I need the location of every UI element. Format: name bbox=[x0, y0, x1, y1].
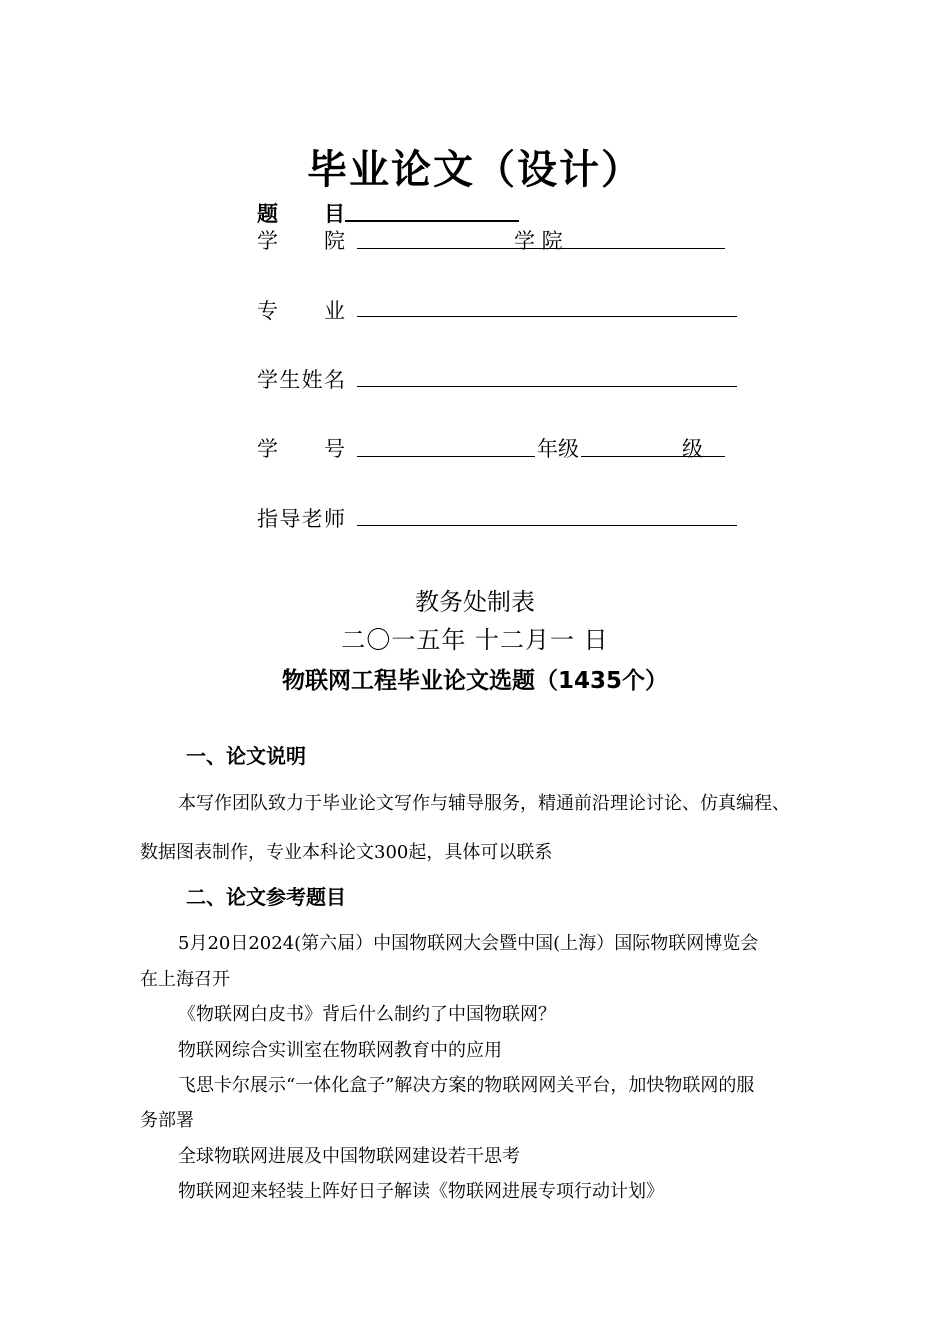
issuer-text: 教务处制表 bbox=[415, 588, 535, 616]
id-label: 学 号 bbox=[257, 437, 345, 461]
topic-item: 物联网综合实训室在物联网教育中的应用 bbox=[178, 1040, 502, 1061]
topic-item: 5月20日2024(第六届）中国物联网大会暨中国(上海）国际物联网博览会 bbox=[178, 933, 759, 954]
topic-item: 物联网迎来轻装上阵好日子解读《物联网进展专项行动计划》 bbox=[178, 1181, 664, 1202]
document-title: 物联网工程毕业论文选题（1435个） bbox=[281, 668, 668, 694]
date-text: 二〇一五年 十二月一 日 bbox=[341, 626, 609, 654]
id-underline bbox=[357, 456, 535, 457]
advisor-label: 指导老师 bbox=[257, 507, 345, 531]
topic-item: 务部署 bbox=[140, 1110, 194, 1131]
major-label: 专 业 bbox=[257, 299, 345, 323]
section-1-line-1: 本写作团队致力于毕业论文写作与辅导服务，精通前沿理论讨论、仿真编程、 bbox=[178, 793, 790, 814]
topic-underline bbox=[345, 220, 519, 222]
college-value: 学 院 bbox=[514, 229, 563, 253]
grade-suffix: 级 bbox=[682, 437, 703, 461]
topic-item: 《物联网白皮书》背后什么制约了中国物联网？ bbox=[178, 1004, 556, 1025]
grade-label: 年级 bbox=[537, 437, 579, 461]
college-row bbox=[257, 225, 345, 255]
major-underline bbox=[357, 316, 737, 317]
topic-item: 飞思卡尔展示“一体化盒子”解决方案的物联网网关平台，加快物联网的服 bbox=[178, 1075, 755, 1096]
id-row bbox=[257, 433, 345, 463]
section-heading-2: 二、论文参考题目 bbox=[186, 885, 346, 909]
grade-underline bbox=[581, 456, 725, 457]
major-row bbox=[257, 295, 345, 325]
advisor-underline bbox=[357, 525, 737, 526]
topic-label: 题 目 bbox=[257, 201, 345, 226]
topic-item: 全球物联网进展及中国物联网建设若干思考 bbox=[178, 1146, 520, 1167]
advisor-row bbox=[257, 503, 345, 533]
student-row bbox=[257, 364, 345, 394]
student-underline bbox=[357, 386, 737, 387]
topic-row bbox=[257, 198, 345, 228]
section-heading-1: 一、论文说明 bbox=[186, 744, 306, 768]
section-1-line-2: 数据图表制作，专业本科论文300起，具体可以联系 bbox=[140, 842, 553, 863]
college-label: 学 院 bbox=[257, 229, 345, 253]
college-underline bbox=[357, 248, 725, 249]
cover-title: 毕业论文（设计） bbox=[307, 146, 643, 193]
student-label: 学生姓名 bbox=[257, 368, 345, 392]
topic-item: 在上海召开 bbox=[140, 969, 230, 990]
